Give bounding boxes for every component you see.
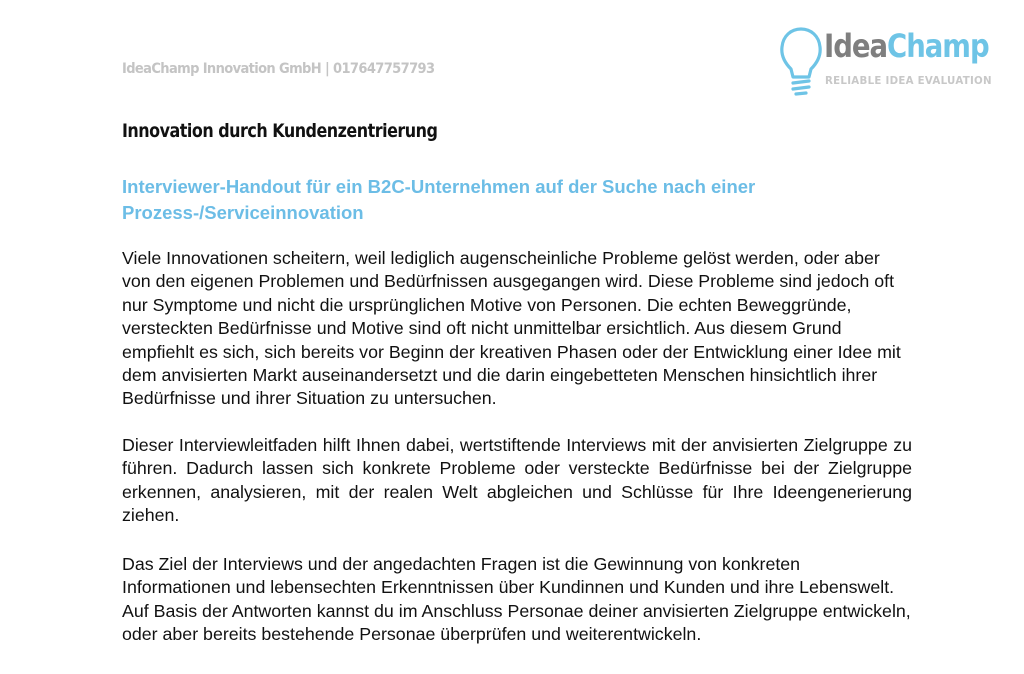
intro-paragraph: Viele Innovationen scheitern, weil lediglich augenscheinliche Probleme gelöst werden, oder aber von den eigenen Problemen und Bedürfnissen ausgegangen wird. Diese Probleme sind jedoch oft nur Symptome und nicht die ursprünglichen Motive von Personen. Die echten Beweggründe, versteckten Bedürfnisse und Motive sind oft nicht unmittelbar ersichtlich. Aus diesem Grund empfiehlt es sich, sich bereits vor Beginn der kreativen Phasen oder der Entwicklung einer Idee mit dem anvisierten Markt auseinandersetzt und die darin eingebetteten Menschen hinsichtlich ihrer Bedürfnisse und ihrer Situation zu untersuchen. xyxy=(122,248,901,409)
logo-word-idea: Idea xyxy=(824,27,888,65)
goal-paragraph: Das Ziel der Interviews und der angedachten Fragen ist die Gewinnung von konkreten Informationen und lebensechten Erkenntnissen über Kundinnen und Kunden und ihre Lebenswelt. Auf Basis der Antworten kannst du im Anschluss Personae deiner anvisierten Zielgruppe entwickeln, oder aber bereits bestehende Personae überprüfen und weiterentwickeln. xyxy=(122,554,911,645)
logo-tagline: RELIABLE IDEA EVALUATION xyxy=(825,74,992,87)
lightbulb-icon xyxy=(779,22,823,97)
guide-paragraph: Dieser Interviewleitfaden hilft Ihnen dabei, wertstiftende Interviews mit der anvisierten Zielgruppe zu führen. Dadurch lassen sich konkrete Probleme oder versteckte Bedürfnisse bei der Zielgruppe erkennen, analysieren, mit der realen Welt abgleichen und Schlüsse für Ihre Ideengenerierung ziehen. xyxy=(122,435,912,526)
logo-word-champ: Champ xyxy=(887,27,989,65)
ideachamp-logo xyxy=(779,22,992,97)
logo-wordmark xyxy=(824,28,989,64)
document-title: Innovation durch Kundenzentrierung xyxy=(122,120,438,142)
company-contact-line: IdeaChamp Innovation GmbH | 017647757793 xyxy=(122,61,435,77)
document-subtitle: Interviewer-Handout für ein B2C-Unternehmen auf der Suche nach einer Prozess-/Serviceinnovation xyxy=(122,176,756,223)
